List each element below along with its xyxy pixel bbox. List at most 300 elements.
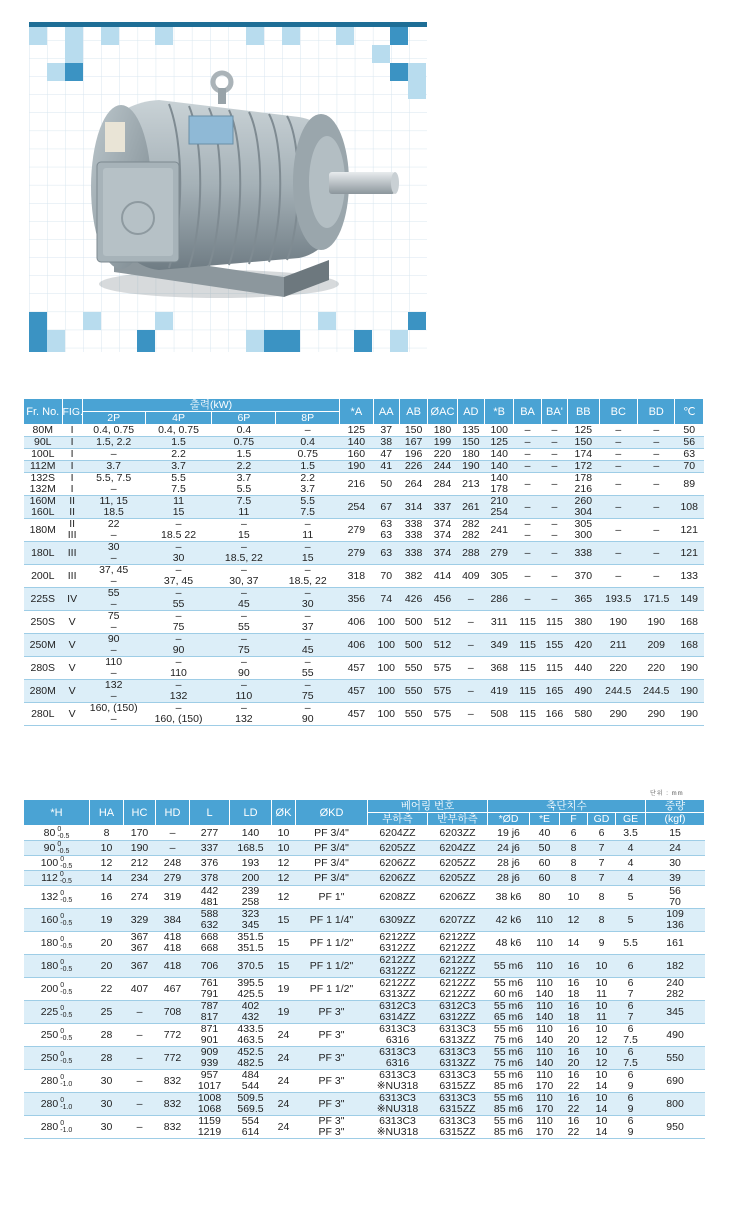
cell-line: 6206ZZ (379, 871, 416, 884)
cell-line: 40 (538, 826, 551, 839)
table-cell (24, 519, 63, 542)
cell-line: 6313C3 (439, 1069, 476, 1081)
cell-line: 254 (490, 506, 508, 518)
cell-line: II (69, 495, 76, 507)
table-cell (428, 680, 457, 703)
table-cell (488, 871, 530, 886)
hdr-BD: BD (638, 399, 675, 425)
cell-line: 2.2 (171, 448, 186, 460)
cell-line: 7 (627, 1011, 634, 1023)
table-cell (530, 1047, 560, 1070)
cell-line: 1219 (197, 1126, 222, 1138)
table-cell: 28 (90, 1047, 124, 1070)
cell-line: III (67, 529, 77, 541)
cell-line: 787 (200, 1000, 219, 1012)
cell-line: 367 (130, 942, 149, 954)
table-cell (24, 909, 90, 932)
cell-line: 1008 (197, 1092, 222, 1104)
table-cell (145, 634, 212, 657)
table-cell (368, 1093, 428, 1116)
table-cell (428, 1047, 488, 1070)
cell-line: – (653, 460, 660, 472)
table-cell (675, 565, 704, 588)
table-cell: 14 (90, 871, 124, 886)
cell-line: – (551, 424, 558, 436)
cell-line: 11 (238, 506, 250, 518)
height-value: 80 (43, 826, 56, 839)
cell-line: 277 (200, 826, 219, 839)
cell-line: 190 (680, 707, 698, 720)
hdr-shaft: 축단치수 (488, 800, 646, 813)
cell-line: I (70, 448, 74, 460)
cell-line: PF 3" (318, 1074, 345, 1087)
cell-line: 3.7 (236, 472, 252, 484)
table-cell (616, 826, 646, 841)
cell-line: – (615, 448, 622, 460)
table-cell (373, 461, 399, 473)
table-cell (530, 1116, 560, 1139)
cell-line: 160L (31, 506, 55, 518)
table-cell (560, 1001, 588, 1024)
table-cell (428, 1024, 488, 1047)
cell-line: 75 (301, 690, 314, 702)
cell-line: 100 (490, 424, 508, 436)
table-cell (24, 473, 63, 496)
cell-line: 550 (404, 661, 423, 674)
table-cell (588, 1001, 616, 1024)
table-cell (428, 955, 488, 978)
cell-line: 433.5 (237, 1023, 264, 1035)
cell-line: 9 (598, 936, 605, 949)
hdr-BB: BB (568, 399, 599, 425)
height-value: 225 (40, 1005, 59, 1018)
tolerance-lower: -0.5 (60, 943, 73, 950)
table-cell (560, 841, 588, 856)
cell-line: 14 (595, 1103, 608, 1115)
cell-line: 6313C3 (379, 1069, 416, 1081)
cell-line: 11 (596, 988, 607, 1000)
table-cell (588, 1070, 616, 1093)
table-cell (156, 826, 190, 841)
cell-line: 3.5 (623, 826, 638, 839)
table-cell (373, 634, 399, 657)
table-row (24, 588, 704, 611)
table-cell (568, 425, 599, 437)
hdr-HA: HA (90, 800, 124, 826)
table-cell (340, 473, 373, 496)
cell-line: 6206ZZ (439, 890, 476, 903)
table-cell (646, 955, 705, 978)
cell-line: 467 (163, 982, 182, 995)
table-cell (124, 1116, 156, 1139)
table-row (24, 856, 705, 871)
table-cell (62, 680, 82, 703)
table-cell (428, 473, 457, 496)
table-cell (276, 611, 340, 634)
cell-line: 6212ZZ (379, 954, 416, 966)
table-cell (82, 473, 145, 496)
cell-line: 37 (380, 424, 393, 436)
table-cell (399, 542, 427, 565)
cell-line: 70 (683, 460, 696, 472)
cell-line: – (136, 1005, 143, 1018)
table-cell (638, 496, 675, 519)
table-cell (428, 1001, 488, 1024)
cell-line: 0.4 (300, 436, 316, 448)
cell-line: 329 (130, 913, 149, 926)
cell-line: – (615, 569, 622, 582)
cell-line: PF 3" (318, 1097, 345, 1110)
table-row (24, 657, 704, 680)
cell-line: 100L (31, 448, 55, 460)
table-cell (541, 588, 567, 611)
cell-line: 668 (200, 931, 219, 943)
cell-line: 575 (433, 684, 452, 697)
cell-line: 0.75 (233, 436, 255, 448)
cell-line: 6212ZZ (379, 977, 416, 989)
table-cell (62, 519, 82, 542)
table-cell (588, 856, 616, 871)
cell-line: 132 (104, 679, 123, 691)
cell-line: 15 (669, 826, 681, 839)
table-cell (530, 1070, 560, 1093)
table-cell (373, 565, 399, 588)
table-cell (638, 565, 675, 588)
cell-line: – (136, 1074, 143, 1087)
cell-line: 349 (490, 638, 508, 651)
table-row (24, 1070, 705, 1093)
cell-line: 254 (347, 500, 366, 513)
cell-line: – (240, 610, 247, 622)
cell-line: 6207ZZ (439, 913, 476, 926)
height-value: 200 (40, 982, 59, 995)
hdr-6p: 6P (212, 412, 276, 425)
cell-line: 18.5 (103, 506, 124, 518)
table-cell (485, 657, 514, 680)
cell-line: 20 (567, 1057, 580, 1069)
cell-line: 8 (598, 890, 605, 903)
hdr-AD: AD (457, 399, 484, 425)
cell-line: 10 (595, 1000, 608, 1012)
cell-line: 63 (683, 448, 696, 460)
table-cell (675, 519, 704, 542)
cell-line: 345 (666, 1005, 684, 1018)
table-row (24, 473, 704, 496)
cell-line: III (67, 569, 77, 582)
cell-line: 6316 (385, 1057, 410, 1069)
cell-line: 132M (29, 483, 56, 495)
table-cell (514, 473, 541, 496)
table-cell (588, 1116, 616, 1139)
table-cell (638, 473, 675, 496)
table-cell (457, 449, 484, 461)
cell-line: 6313ZZ (379, 988, 416, 1000)
cell-line: – (524, 477, 531, 490)
cell-line: 368 (490, 661, 508, 674)
table-cell (62, 634, 82, 657)
table-cell (588, 1093, 616, 1116)
cell-line: 16 (567, 1092, 580, 1104)
tolerance-upper: 0 (60, 1051, 65, 1058)
table-cell (599, 703, 638, 726)
cell-line: 6313C3 (379, 1092, 416, 1104)
table-cell (145, 657, 212, 680)
table-cell (588, 841, 616, 856)
cell-line: 30 (172, 552, 185, 564)
table-cell (616, 1047, 646, 1070)
cell-line: 6312ZZ (379, 965, 416, 977)
table-cell (24, 496, 63, 519)
table-cell (568, 519, 599, 542)
cell-line: 140 (241, 826, 260, 839)
cell-line: 15 (238, 529, 250, 541)
cell-line: 457 (347, 707, 366, 720)
cell-line: 180L (31, 546, 55, 559)
cell-line: 16 (567, 1000, 580, 1012)
cell-line: 761 (200, 977, 219, 989)
table-cell (428, 657, 457, 680)
cell-line: 6 (570, 826, 577, 839)
table-cell (568, 542, 599, 565)
cell-line: 165 (545, 684, 564, 697)
cell-line: 1.5 (171, 436, 186, 448)
table-cell: 19 (272, 978, 296, 1001)
hdr-BA: BA (514, 399, 541, 425)
cell-line: 569.5 (237, 1103, 264, 1115)
cell-line: – (467, 707, 474, 720)
cell-line: 30, 37 (229, 575, 259, 587)
table-cell (399, 437, 427, 449)
cell-line: 190 (130, 841, 149, 854)
hdr-output: 출력(kW) (82, 399, 339, 412)
table-cell (616, 909, 646, 932)
table-cell (530, 1024, 560, 1047)
table-cell (488, 1047, 530, 1070)
table-cell (616, 871, 646, 886)
cell-line: 284 (433, 477, 452, 490)
cell-line: – (467, 638, 474, 651)
table-cell (190, 955, 230, 978)
cell-line: 100 (377, 707, 396, 720)
cell-line: – (304, 518, 311, 530)
table-cell (457, 461, 484, 473)
table-cell (124, 978, 156, 1001)
table-cell (646, 978, 705, 1001)
cell-line: – (110, 448, 117, 460)
table-cell (124, 955, 156, 978)
cell-line: 55 m6 (493, 1069, 524, 1081)
cell-line: 554 (241, 1115, 260, 1127)
table-cell (514, 588, 541, 611)
cell-line: 6205ZZ (379, 841, 416, 854)
table-cell (541, 680, 567, 703)
cell-line: I (70, 424, 74, 436)
tolerance (60, 1051, 72, 1065)
cell-line: 133 (680, 569, 698, 582)
cell-line: 6 (627, 959, 634, 972)
cell-line: 356 (347, 592, 366, 605)
table-cell (276, 437, 340, 449)
cell-line: – (240, 702, 247, 714)
cell-line: 10 (595, 1115, 608, 1127)
cell-line: 384 (163, 913, 182, 926)
table-cell (488, 932, 530, 955)
height-value: 100 (40, 856, 59, 869)
cell-line: 614 (241, 1126, 260, 1138)
cell-line: 6206ZZ (379, 856, 416, 869)
table-cell (646, 1001, 705, 1024)
table-row (24, 611, 704, 634)
hdr-K: ØK (272, 800, 296, 826)
cell-line: – (110, 529, 117, 541)
table-cell (588, 1024, 616, 1047)
table-cell (560, 871, 588, 886)
cell-line: 8 (570, 856, 577, 869)
hdr-load-side: 부하측 (368, 813, 428, 826)
cell-line: – (551, 460, 558, 472)
cell-line: 6313ZZ (439, 1034, 476, 1046)
table-cell (560, 1070, 588, 1093)
cell-line: 190 (680, 684, 698, 697)
table-cell (428, 565, 457, 588)
table-cell (675, 588, 704, 611)
cell-line: – (551, 500, 558, 513)
cell-line: 6 (627, 1023, 634, 1035)
table-cell (230, 871, 272, 886)
cell-line: 226 (404, 460, 423, 472)
table-cell (485, 425, 514, 437)
cell-line: 279 (347, 546, 366, 559)
table-cell (368, 1070, 428, 1093)
tolerance (60, 1120, 72, 1134)
table-cell (457, 680, 484, 703)
cell-line: – (110, 598, 117, 610)
table-cell (145, 611, 212, 634)
frame-output-rows (24, 425, 704, 726)
table-cell (190, 826, 230, 841)
tolerance (60, 913, 72, 927)
cell-line: 261 (462, 500, 480, 513)
table-cell (296, 871, 368, 886)
cell-line: 305 (574, 518, 593, 530)
table-cell (82, 425, 145, 437)
cell-line: – (551, 569, 558, 582)
cell-line: 274 (130, 890, 149, 903)
cell-line: PF 3/4" (314, 841, 349, 854)
hdr-weight-unit: (kgf) (646, 813, 705, 826)
cell-line: 115 (519, 638, 536, 651)
table-cell (190, 1070, 230, 1093)
cell-line: 5.5, 7.5 (96, 472, 132, 484)
table-cell (428, 703, 457, 726)
cell-line: 30 (301, 598, 314, 610)
table-cell (24, 856, 90, 871)
table-cell (82, 657, 145, 680)
table-cell (24, 657, 63, 680)
table-cell (62, 542, 82, 565)
cell-line: – (615, 477, 622, 490)
table-cell (514, 680, 541, 703)
cell-line: 452.5 (237, 1046, 264, 1058)
table-cell (399, 657, 427, 680)
table-cell (646, 1093, 705, 1116)
cell-line: 575 (433, 707, 452, 720)
table-cell (368, 1116, 428, 1139)
cell-line: V (68, 615, 76, 628)
cell-line: 18 (567, 988, 580, 1000)
cell-line: – (524, 529, 531, 541)
table-cell (616, 886, 646, 909)
table-cell (62, 461, 82, 473)
cell-line: PF 1 1/2" (309, 959, 354, 972)
cell-line: 414 (433, 569, 452, 582)
cell-line: 7 (598, 841, 605, 854)
table-cell (190, 1093, 230, 1116)
cell-line: – (136, 1028, 143, 1041)
unit-note: 단위 : mm (650, 791, 684, 797)
table-cell: 12 (272, 886, 296, 909)
cell-line: 18.5 22 (161, 529, 197, 541)
table-cell (82, 519, 145, 542)
cell-line: 125 (347, 424, 366, 436)
cell-line: – (653, 523, 660, 536)
table-cell (638, 680, 675, 703)
table-cell (428, 437, 457, 449)
frame-output-table (23, 398, 704, 726)
cell-line: 140 (535, 1011, 554, 1023)
table-cell (145, 542, 212, 565)
cell-line: 260 (574, 495, 593, 507)
cell-line: – (615, 436, 622, 448)
cell-line: 7 (598, 856, 605, 869)
table-cell (230, 856, 272, 871)
table-cell (24, 932, 90, 955)
cell-line: 140 (490, 460, 508, 472)
cell-line: 580 (574, 707, 593, 720)
table-cell (230, 909, 272, 932)
cell-line: 481 (200, 896, 219, 908)
cell-line: 6203ZZ (439, 826, 476, 839)
table-cell (190, 1001, 230, 1024)
hdr-bearing: 베어링 번호 (368, 800, 488, 813)
tolerance (60, 1097, 72, 1111)
cell-line: 7.5 (623, 1034, 638, 1046)
cell-line: 8 (570, 841, 577, 854)
cell-line: 5 (627, 890, 634, 903)
table-cell (530, 826, 560, 841)
table-cell (588, 932, 616, 955)
cell-line: 484 (241, 1069, 260, 1081)
table-cell (368, 932, 428, 955)
table-cell (646, 932, 705, 955)
cell-line: 3.7 (106, 460, 121, 472)
cell-line: 706 (200, 959, 219, 972)
cell-line: PF 1" (318, 890, 345, 903)
table-cell (646, 886, 705, 909)
table-cell (428, 856, 488, 871)
cell-line: PF 3" (318, 1005, 345, 1018)
table-cell (368, 871, 428, 886)
cell-line: 220 (647, 661, 665, 674)
height-value: 280 (40, 1097, 59, 1110)
table-cell (124, 1001, 156, 1024)
table-cell (488, 1093, 530, 1116)
cell-line: 12 (595, 1057, 608, 1069)
cell-line: 7.5 (236, 495, 252, 507)
table-cell (124, 932, 156, 955)
cell-line: 30 (107, 541, 120, 553)
cell-line: 15 (172, 506, 185, 518)
